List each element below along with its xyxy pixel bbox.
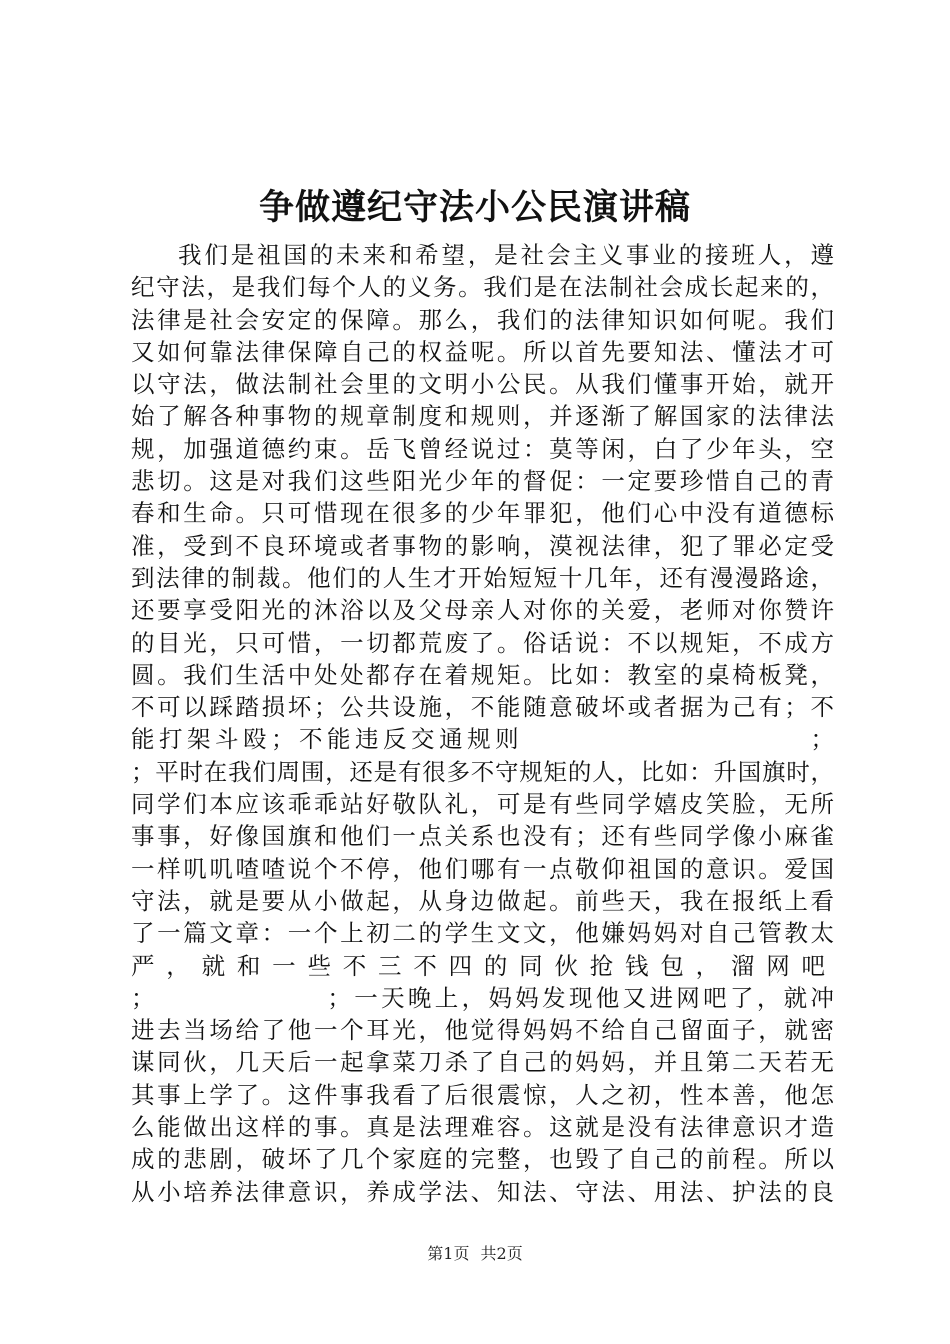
body-line: 成的悲剧，破坏了几个家庭的完整，也毁了自己的前程。所以 <box>131 1145 834 1174</box>
body-line: 同学们本应该乖乖站好敬队礼，可是有些同学嬉皮笑脸，无所 <box>131 790 834 819</box>
page-number: 第1页 <box>427 1244 470 1263</box>
body-line: 准，受到不良环境或者事物的影响，漠视法律，犯了罪必定受 <box>131 531 834 560</box>
body-line: 谋同伙，几天后一起拿菜刀杀了自己的妈妈，并且第二天若无 <box>131 1048 834 1077</box>
body-line: 法律是社会安定的保障。那么，我们的法律知识如何呢。我们 <box>131 305 834 334</box>
body-line: 春和生命。只可惜现在很多的少年罪犯，他们心中没有道德标 <box>131 499 834 528</box>
body-line: 规，加强道德约束。岳飞曾经说过：莫等闲，白了少年头，空 <box>131 434 834 463</box>
body-line: 圆。我们生活中处处都存在着规矩。比如：教室的桌椅板凳， <box>131 660 834 689</box>
body-line: 了一篇文章：一个上初二的学生文文，他嫌妈妈对自己管教太 <box>131 919 834 948</box>
body-line: 严，就和一些不三不四的同伙抢钱包，溜网吧 <box>131 951 834 980</box>
page-total: 共2页 <box>480 1244 523 1263</box>
body-line: 一样叽叽喳喳说个不停，他们哪有一点敬仰祖国的意识。爱国 <box>131 854 834 883</box>
body-line: 我们是祖国的未来和希望，是社会主义事业的接班人，遵 <box>178 241 834 269</box>
body-line: 不可以踩踏损坏；公共设施，不能随意破坏或者据为己有；不 <box>131 693 834 722</box>
body-line: 还要享受阳光的沐浴以及父母亲人对你的关爱，老师对你赞许 <box>131 596 834 625</box>
body-line: 到法律的制裁。他们的人生才开始短短十几年，还有漫漫路途， <box>131 563 834 592</box>
body-line: 守法，就是要从小做起，从身边做起。前些天，我在报纸上看 <box>131 886 834 915</box>
body-line: 纪守法，是我们每个人的义务。我们是在法制社会成长起来的， <box>131 273 834 302</box>
body-line: 从小培养法律意识，养成学法、知法、守法、用法、护法的良 <box>131 1177 834 1206</box>
body-line: 始了解各种事物的规章制度和规则，并逐渐了解国家的法律法 <box>131 402 834 431</box>
body-line: 能打架斗殴；不能违反交通规则 ； <box>131 725 834 754</box>
body-line: ； ；一天晚上，妈妈发现他又进网吧了，就冲 <box>131 983 834 1012</box>
body-line: 其事上学了。这件事我看了后很震惊，人之初，性本善，他怎 <box>131 1080 834 1109</box>
body-line: 事事，好像国旗和他们一点关系也没有；还有些同学像小麻雀 <box>131 822 834 851</box>
body-line: ；平时在我们周围，还是有很多不守规矩的人，比如：升国旗时， <box>131 757 834 786</box>
document-title: 争做遵纪守法小公民演讲稿 <box>258 187 691 228</box>
document-body <box>131 239 834 1208</box>
body-line: 进去当场给了他一个耳光，他觉得妈妈不给自己留面子，就密 <box>131 1016 834 1045</box>
body-line: 的目光，只可惜，一切都荒废了。俗话说：不以规矩，不成方 <box>131 628 834 657</box>
page-footer <box>0 1243 950 1265</box>
body-line: 又如何靠法律保障自己的权益呢。所以首先要知法、懂法才可 <box>131 337 834 366</box>
body-line: 么能做出这样的事。真是法理难容。这就是没有法律意识才造 <box>131 1113 834 1142</box>
body-line: 以守法，做法制社会里的文明小公民。从我们懂事开始，就开 <box>131 370 834 399</box>
body-line: 悲切。这是对我们这些阳光少年的督促：一定要珍惜自己的青 <box>131 467 834 496</box>
